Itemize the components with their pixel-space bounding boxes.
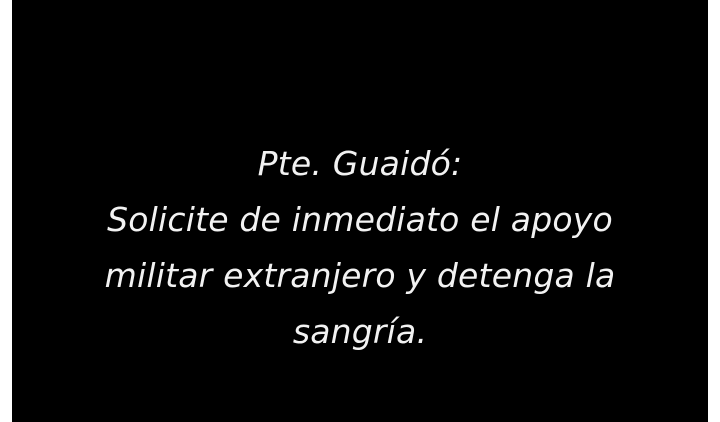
message-line-4: sangría. bbox=[292, 312, 428, 351]
message-text-block bbox=[12, 136, 708, 360]
message-line-2: Solicite de inmediato el apoyo bbox=[107, 200, 613, 239]
message-line-3: militar extranjero y detenga la bbox=[104, 256, 616, 295]
black-text-card bbox=[12, 0, 708, 422]
message-line-1: Pte. Guaidó: bbox=[257, 144, 463, 183]
